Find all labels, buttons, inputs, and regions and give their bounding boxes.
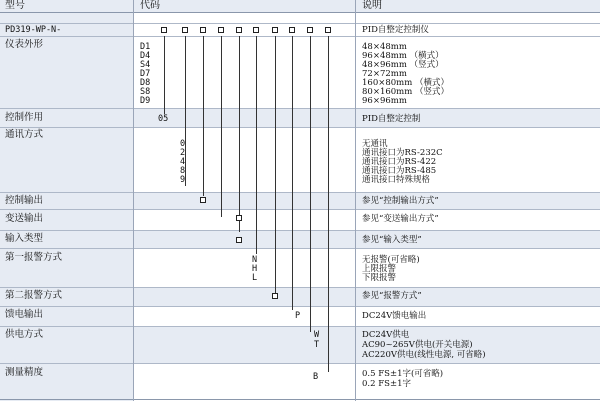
- model-number: PD319-WP-N-: [5, 25, 62, 35]
- comm-desc: 无通讯: [362, 139, 388, 149]
- shape-code: S8: [140, 87, 151, 97]
- row-label-control: 控制作用: [5, 112, 44, 123]
- tree-line: [221, 36, 222, 217]
- col-divider: [133, 0, 134, 401]
- header-code: 代码: [140, 0, 160, 11]
- row-label-ctrl-out: 控制输出: [5, 195, 44, 206]
- trans-out-desc: 参见“变送输出方式”: [362, 214, 439, 224]
- col-divider: [355, 0, 356, 401]
- comm-code: 8: [180, 166, 186, 176]
- shape-code: S4: [140, 60, 151, 70]
- tree-line: [310, 36, 311, 332]
- code-box: [200, 27, 206, 33]
- code-box: [200, 197, 206, 203]
- feed-desc: DC24V馈电输出: [362, 311, 427, 321]
- row-label-alarm1: 第一报警方式: [5, 252, 63, 263]
- shape-code: D9: [140, 96, 151, 106]
- model-desc: PID自整定控制仪: [362, 25, 429, 35]
- tree-line: [275, 36, 276, 293]
- rule: [0, 287, 600, 288]
- power-desc: AC90~265V供电(开关电源): [362, 340, 473, 350]
- shape-desc: 96×48mm （横式）: [362, 51, 444, 61]
- code-box: [289, 27, 295, 33]
- rule: [0, 363, 600, 364]
- shape-code: D8: [140, 78, 151, 88]
- tree-line: [256, 36, 257, 254]
- code-box: [236, 215, 242, 221]
- code-box: [236, 27, 242, 33]
- power-code: W: [314, 330, 320, 340]
- rule: [0, 399, 600, 400]
- control-code: 05: [158, 114, 169, 124]
- feed-code: P: [295, 311, 301, 321]
- comm-code: 2: [180, 148, 186, 158]
- code-box: [253, 27, 259, 33]
- rule: [0, 36, 600, 37]
- label-column-shade: [0, 12, 133, 401]
- code-box: [325, 27, 331, 33]
- rule: [0, 230, 600, 231]
- rule: [0, 192, 600, 193]
- tree-line: [164, 36, 165, 114]
- input-desc: 参见“输入类型”: [362, 235, 422, 245]
- row-label-feed: 馈电输出: [5, 309, 44, 320]
- row-label-input: 输入类型: [5, 233, 44, 244]
- shape-code: D1: [140, 42, 151, 52]
- rule: [0, 12, 600, 13]
- shape-desc: 72×72mm: [362, 69, 407, 79]
- shape-desc: 80×160mm （竖式）: [362, 87, 449, 97]
- accuracy-desc: 0.5 FS±1字(可省略): [362, 369, 444, 379]
- row-label-comm: 通讯方式: [5, 129, 44, 140]
- comm-desc: 通讯接口为RS-422: [362, 157, 437, 167]
- shape-code: D7: [140, 69, 151, 79]
- alarm1-code: H: [252, 264, 258, 274]
- code-box: [236, 237, 242, 243]
- shape-desc: 48×48mm: [362, 42, 407, 52]
- accuracy-desc: 0.2 FS±1字: [362, 379, 411, 389]
- row-label-accuracy: 测量精度: [5, 367, 44, 378]
- alarm1-code: N: [252, 255, 258, 265]
- tree-line: [203, 36, 204, 196]
- row-label-trans-out: 变送输出: [5, 213, 44, 224]
- power-desc: AC220V供电(线性电源, 可省略): [362, 350, 486, 360]
- rule: [0, 127, 600, 128]
- comm-code: 4: [180, 157, 186, 167]
- ctrl-out-desc: 参见“控制输出方式”: [362, 196, 439, 206]
- control-desc: PID自整定控制: [362, 114, 421, 124]
- alarm1-desc: 下限报警: [362, 273, 397, 283]
- row-label-shape: 仪表外形: [5, 39, 44, 50]
- code-box: [182, 27, 188, 33]
- code-box: [272, 293, 278, 299]
- tree-line: [239, 36, 240, 232]
- row-label-power: 供电方式: [5, 329, 44, 340]
- comm-code: 0: [180, 139, 186, 149]
- rule: [0, 248, 600, 249]
- rule: [0, 108, 600, 109]
- code-box: [218, 27, 224, 33]
- accuracy-code: B: [313, 372, 319, 382]
- header-model: 型号: [5, 0, 25, 11]
- code-box: [272, 27, 278, 33]
- shape-desc: 96×96mm: [362, 96, 407, 106]
- row-label-alarm2: 第二报警方式: [5, 290, 63, 301]
- tree-line: [328, 36, 329, 372]
- alarm1-desc: 无报警(可省略): [362, 255, 420, 265]
- tree-line: [292, 36, 293, 310]
- comm-code: 9: [180, 175, 186, 185]
- header-band: [0, 0, 600, 12]
- power-desc: DC24V供电: [362, 330, 410, 340]
- shape-desc: 160×80mm （横式）: [362, 78, 449, 88]
- rule: [0, 209, 600, 210]
- header-desc: 说明: [362, 0, 382, 11]
- alarm1-desc: 上限报警: [362, 264, 397, 274]
- comm-desc: 通讯接口为RS-485: [362, 166, 437, 176]
- rule: [0, 23, 600, 24]
- alarm2-desc: 参见“报警方式”: [362, 291, 422, 301]
- comm-desc: 通讯接口特殊规格: [362, 175, 431, 185]
- code-box: [307, 27, 313, 33]
- shape-code: D4: [140, 51, 151, 61]
- rule: [0, 326, 600, 327]
- shape-desc: 48×96mm （竖式）: [362, 60, 444, 70]
- code-box: [161, 27, 167, 33]
- comm-desc: 通讯接口为RS-232C: [362, 148, 443, 158]
- alarm1-code: L: [252, 273, 258, 283]
- tree-line: [185, 36, 186, 186]
- power-code: T: [314, 340, 320, 350]
- rule: [0, 306, 600, 307]
